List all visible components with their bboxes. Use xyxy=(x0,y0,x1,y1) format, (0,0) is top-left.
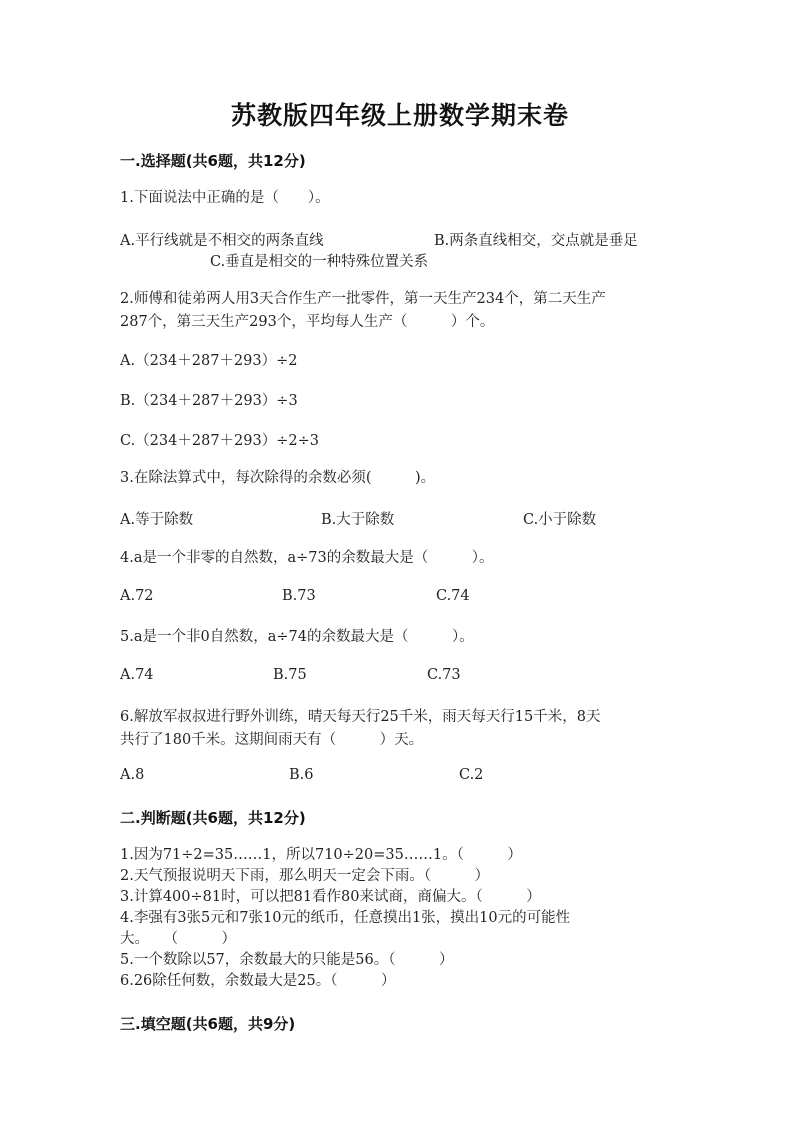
q3-option-b: B.大于除数 xyxy=(321,512,395,528)
q1-option-b: B.两条直线相交，交点就是垂足 xyxy=(434,233,638,249)
choice-question-1: 1.下面说法中正确的是（ ）。 xyxy=(120,190,330,206)
q4-option-a: A.72 xyxy=(120,588,154,604)
judgment-question-6: 6.26除任何数，余数最大是25。（ ） xyxy=(120,973,396,989)
q2-option-b: B.（234＋287＋293）÷3 xyxy=(120,393,298,409)
choice-question-2-line1: 2.师傅和徒弟两人用3天合作生产一批零件，第一天生产234个，第二天生产 xyxy=(120,291,606,307)
exam-title: 苏教版四年级上册数学期末卷 xyxy=(230,101,569,130)
section-heading-judgment: 二.判断题(共6题，共12分) xyxy=(120,809,306,827)
choice-question-2-line2: 287个，第三天生产293个，平均每人生产（ ）个。 xyxy=(120,314,495,330)
section-heading-fill: 三.填空题(共6题，共9分) xyxy=(120,1015,296,1033)
choice-question-3: 3.在除法算式中，每次除得的余数必须( )。 xyxy=(120,470,436,486)
choice-question-6-line1: 6.解放军叔叔进行野外训练，晴天每天行25千米，雨天每天行15千米，8天 xyxy=(120,709,601,725)
judgment-question-3: 3.计算400÷81时，可以把81看作80来试商，商偏大。（ ） xyxy=(120,889,541,905)
q5-option-c: C.73 xyxy=(427,667,461,683)
choice-question-6-line2: 共行了180千米。这期间雨天有（ ）天。 xyxy=(120,732,424,748)
q2-option-a: A.（234＋287＋293）÷2 xyxy=(120,353,298,369)
judgment-question-2: 2.天气预报说明天下雨，那么明天一定会下雨。（ ） xyxy=(120,868,490,884)
judgment-question-4-line1: 4.李强有3张5元和7张10元的纸币，任意摸出1张，摸出10元的可能性 xyxy=(120,910,571,926)
q6-option-a: A.8 xyxy=(120,767,145,783)
q5-option-b: B.75 xyxy=(273,667,307,683)
q4-option-b: B.73 xyxy=(282,588,316,604)
q3-option-a: A.等于除数 xyxy=(120,512,194,528)
choice-question-4: 4.a是一个非零的自然数，a÷73的余数最大是（ ）。 xyxy=(120,550,494,566)
q6-option-c: C.2 xyxy=(459,767,484,783)
judgment-list xyxy=(120,845,680,992)
q4-option-c: C.74 xyxy=(436,588,470,604)
q2-option-c: C.（234＋287＋293）÷2÷3 xyxy=(120,433,319,449)
q1-option-a: A.平行线就是不相交的两条直线 xyxy=(120,233,324,249)
q1-option-c: C.垂直是相交的一种特殊位置关系 xyxy=(210,254,429,270)
section-heading-choice: 一.选择题(共6题，共12分) xyxy=(120,152,306,170)
judgment-question-5: 5.一个数除以57，余数最大的只能是56。（ ） xyxy=(120,952,454,968)
judgment-question-4-line2: 大。 （ ） xyxy=(120,931,236,947)
judgment-question-1: 1.因为71÷2=35……1，所以710÷20=35……1。（ ） xyxy=(120,847,522,863)
q6-option-b: B.6 xyxy=(289,767,314,783)
q5-option-a: A.74 xyxy=(120,667,154,683)
q3-option-c: C.小于除数 xyxy=(523,512,597,528)
choice-question-5: 5.a是一个非0自然数，a÷74的余数最大是（ ）。 xyxy=(120,629,474,645)
